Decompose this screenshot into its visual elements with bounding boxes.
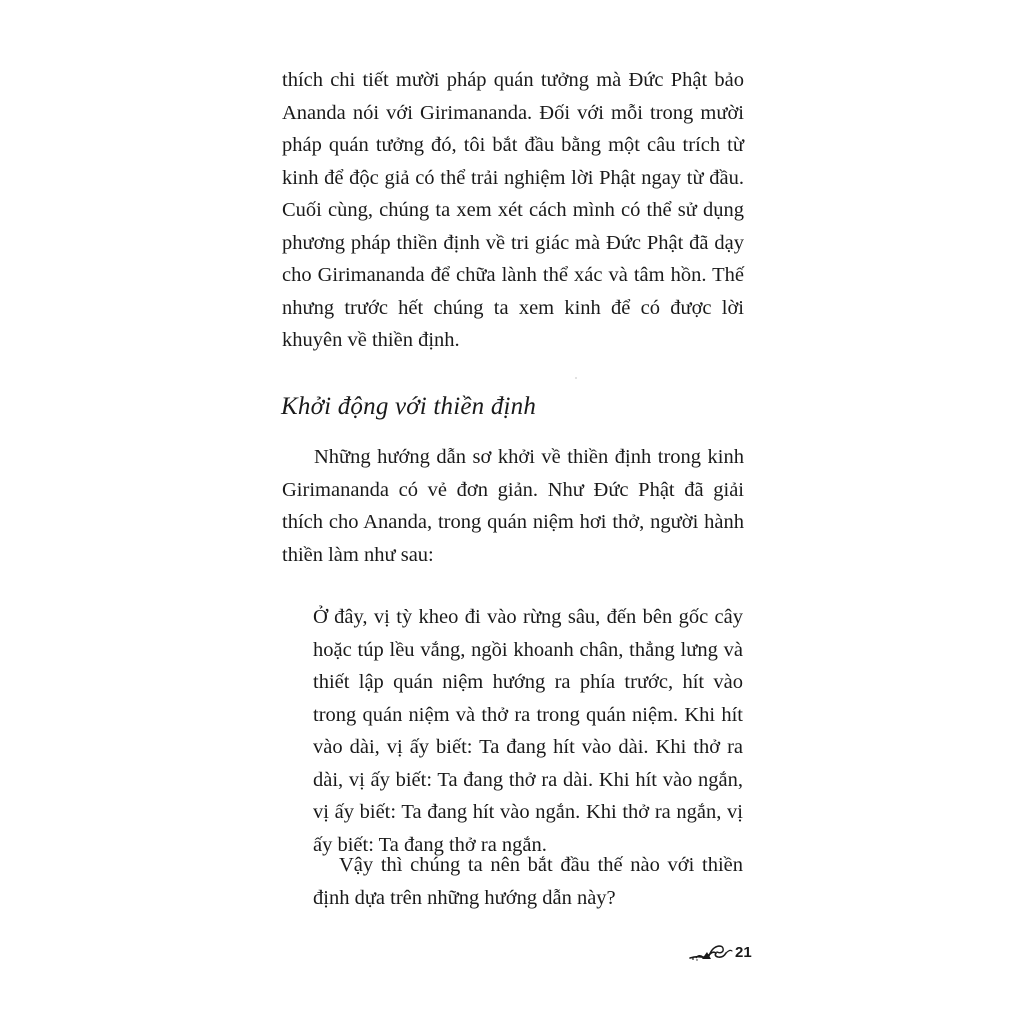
intro-paragraph: thích chi tiết mười pháp quán tưởng mà Đức Phật bảo Ananda nói với Girimananda. Đối với mỗi trong mười pháp quán tưởng đó, tôi bắt đầu bằng một câu trích từ kinh để độc giả có thể trải nghiệm lời Phật ngay từ đầu. Cuối cùng, chúng ta xem xét cách mình có thể sử dụng phương pháp thiền định về tri giác mà Đức Phật đã dạy cho Girimananda để chữa lành thể xác và tâm hồn. Thế nhưng trước hết chúng ta xem kinh để có được lời khuyên về thiền định. — [282, 69, 744, 351]
paper-speck — [575, 377, 577, 379]
section-heading: Khởi động với thiền định — [281, 393, 537, 420]
flourish-icon — [688, 941, 734, 963]
block-quote: Ở đây, vị tỳ kheo đi vào rừng sâu, đến bên gốc cây hoặc túp lều vắng, ngồi khoanh chân, thẳng lưng và thiết lập quán niệm hướng ra phía trước, hít vào trong quán niệm và thở ra trong quán niệm. Khi hít vào dài, vị ấy biết: Ta đang hít vào dài. Khi thở ra dài, vị ấy biết: Ta đang thở ra dài. Khi hít vào ngắn, vị ấy biết: Ta đang hít vào ngắn. Khi thở ra ngắn, vị ấy biết: Ta đang thở ra ngắn. — [313, 606, 743, 856]
closing-paragraph: Vậy thì chúng ta nên bắt đầu thế nào với thiền định dựa trên những hướng dẫn này? — [313, 854, 743, 909]
page-footer — [688, 938, 752, 966]
page-number: 21 — [735, 943, 752, 961]
lead-paragraph: Những hướng dẫn sơ khởi về thiền định trong kinh Girimananda có vẻ đơn giản. Như Đức Phật đã giải thích cho Ananda, trong quán niệm hơi thở, người hành thiền làm như sau: — [282, 446, 744, 566]
